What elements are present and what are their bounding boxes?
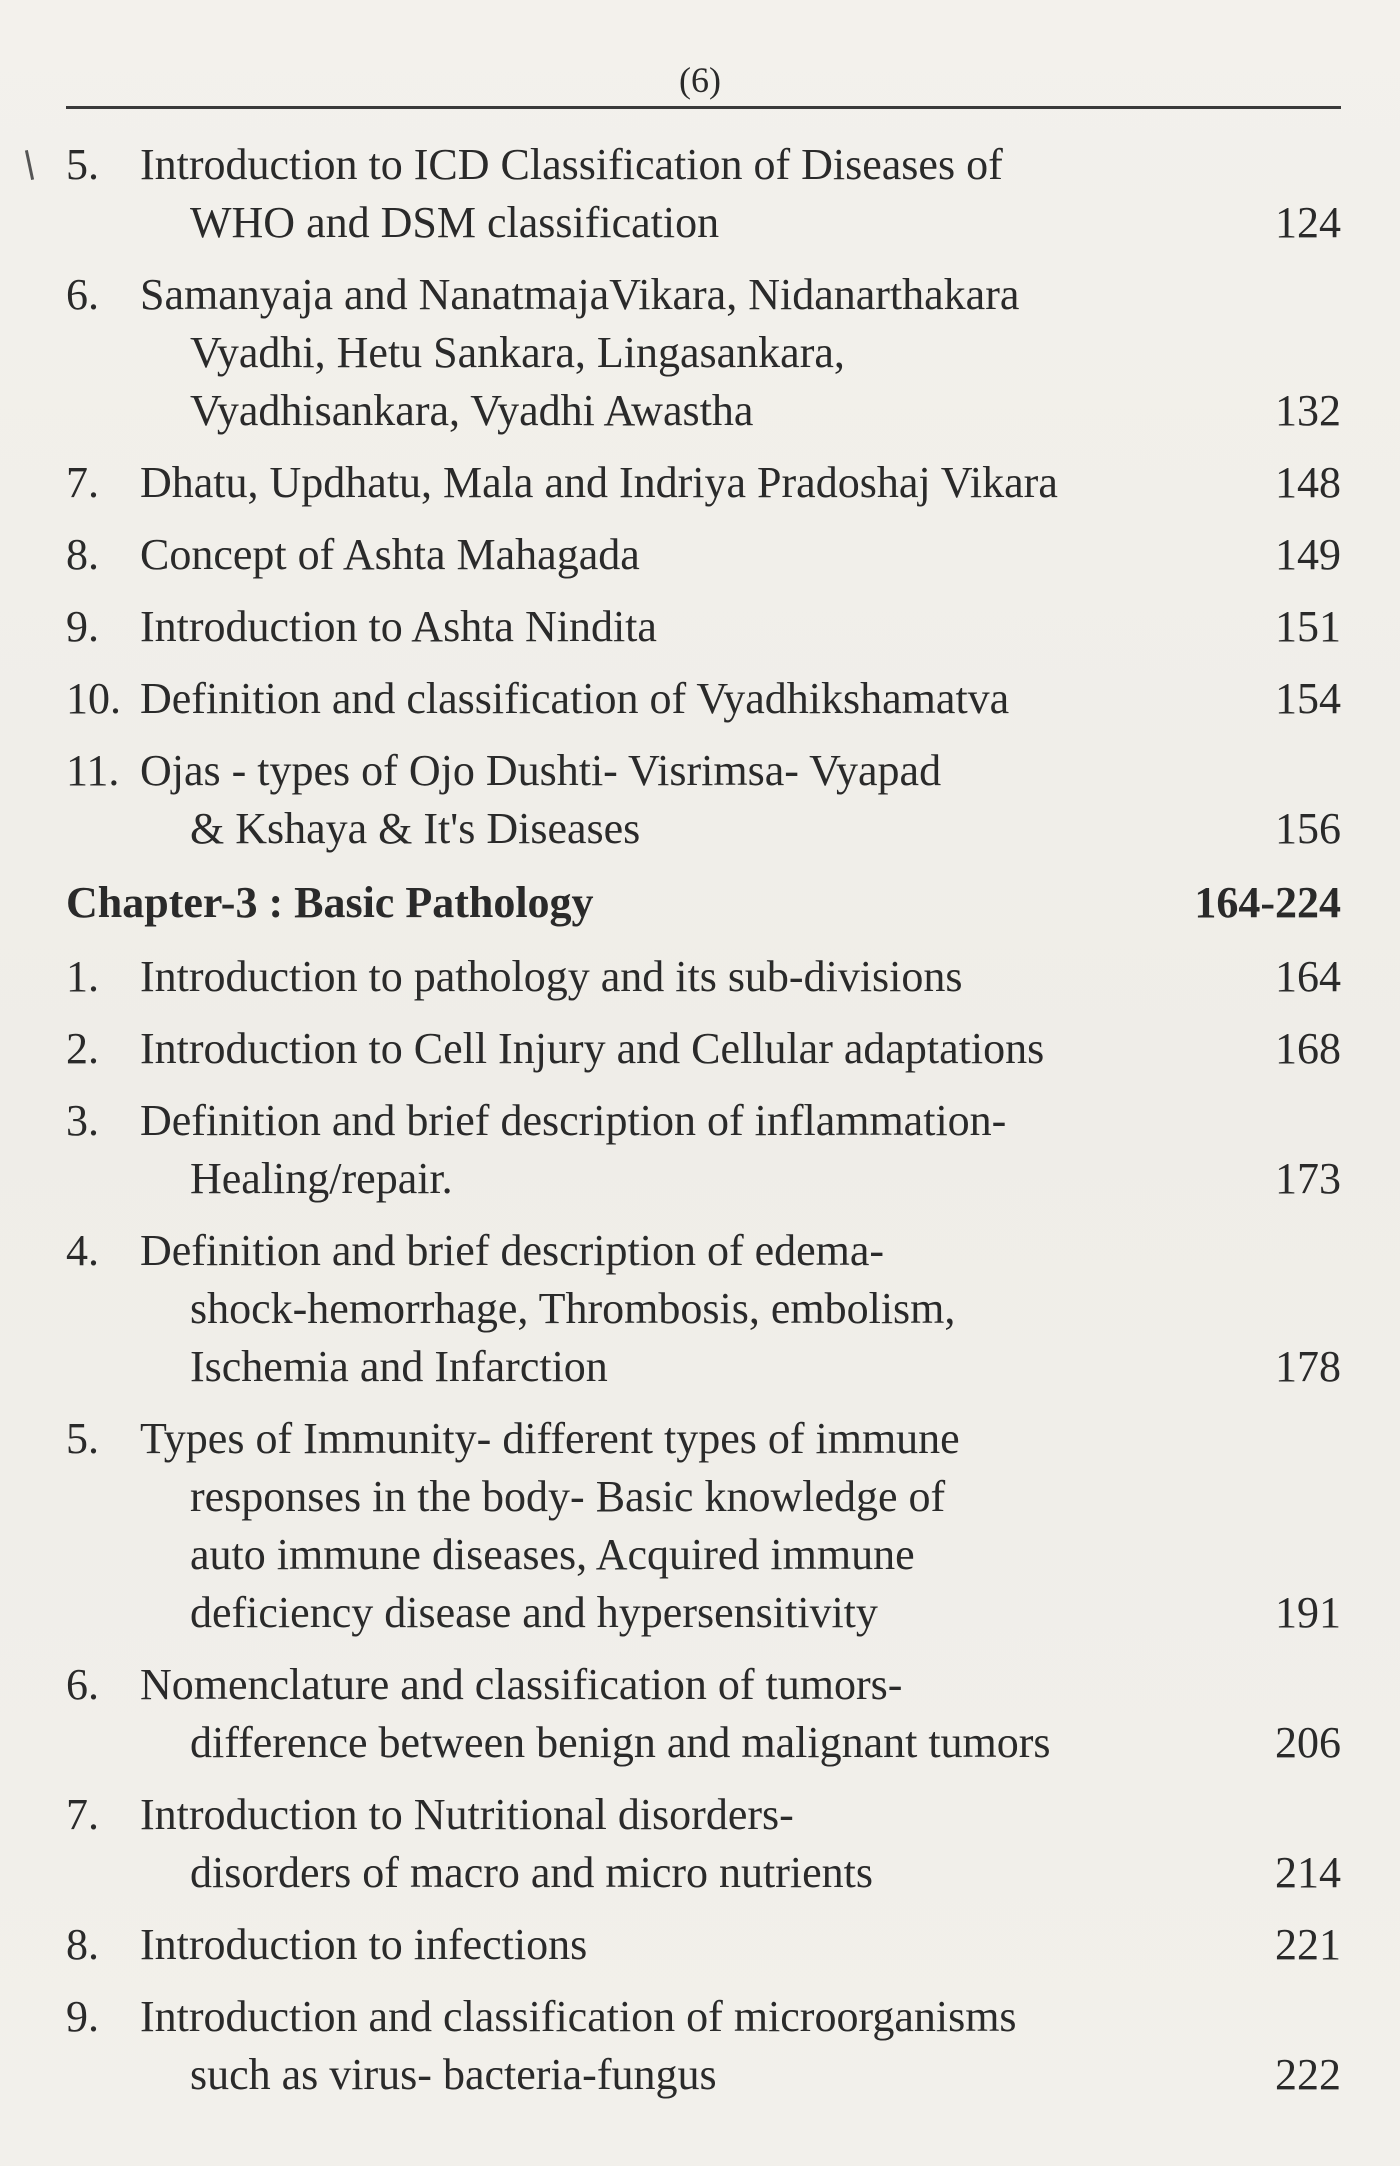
entry-page-number: 156 — [1275, 804, 1341, 853]
entry-title-line: Definition and brief description of inflammation- — [140, 1096, 1007, 1145]
entry-title-line: Healing/repair. — [190, 1154, 453, 1203]
entry-number: 8. — [66, 530, 99, 579]
entry-number: 3. — [66, 1096, 99, 1145]
entry-title — [140, 1410, 1341, 1642]
toc-entry — [66, 670, 1341, 728]
entry-title-line: Definition and brief description of edema- — [140, 1226, 885, 1275]
entry-title — [140, 1916, 1341, 1974]
entry-title — [140, 526, 1341, 584]
entry-page-number: 206 — [1275, 1718, 1341, 1767]
toc-entry — [66, 266, 1341, 440]
entry-number: 11. — [66, 746, 120, 795]
entry-title — [140, 1092, 1341, 1208]
entry-title — [140, 598, 1341, 656]
entry-title-line: such as virus- bacteria-fungus — [190, 2050, 717, 2099]
toc-entry — [66, 1656, 1341, 1772]
entry-number: 6. — [66, 270, 99, 319]
entry-number: 5. — [66, 140, 99, 189]
toc-entry — [66, 1410, 1341, 1642]
entry-title-line: shock-hemorrhage, Thrombosis, embolism, — [190, 1284, 956, 1333]
entry-title-line: Types of Immunity- different types of immune — [140, 1414, 960, 1463]
toc-entry — [66, 948, 1341, 1006]
toc-entry — [66, 742, 1341, 858]
entry-number: 1. — [66, 952, 99, 1001]
entry-title-line: Introduction to infections — [140, 1920, 588, 1969]
entry-title-line: deficiency disease and hypersensitivity — [190, 1588, 878, 1637]
entry-page-number: 132 — [1275, 386, 1341, 435]
entry-title — [140, 1656, 1341, 1772]
entry-title-line: Ischemia and Infarction — [190, 1342, 608, 1391]
entry-title — [140, 742, 1341, 858]
header-rule — [66, 106, 1341, 109]
entry-title — [140, 1988, 1341, 2104]
entry-title — [140, 266, 1341, 440]
entry-title-line: disorders of macro and micro nutrients — [190, 1848, 874, 1897]
entry-title-line: Concept of Ashta Mahagada — [140, 530, 640, 579]
entry-title — [140, 670, 1341, 728]
entry-title-line: Introduction to Ashta Nindita — [140, 602, 657, 651]
entry-page-number: 191 — [1275, 1588, 1341, 1637]
entry-number: 2. — [66, 1024, 99, 1073]
entry-page-number: 221 — [1275, 1920, 1341, 1969]
entry-page-number: 168 — [1275, 1024, 1341, 1073]
toc-entry — [66, 1092, 1341, 1208]
entry-title-line: Introduction to pathology and its sub-divisions — [140, 952, 963, 1001]
toc-entry — [66, 1222, 1341, 1396]
toc-entry — [66, 526, 1341, 584]
entry-title-line: & Kshaya & It's Diseases — [190, 804, 641, 853]
entry-title-line: Dhatu, Updhatu, Mala and Indriya Pradoshaj Vikara — [140, 458, 1058, 507]
entry-page-number: 214 — [1275, 1848, 1341, 1897]
entry-page-number: 164 — [1275, 952, 1341, 1001]
entry-title-line: Introduction and classification of microorganisms — [140, 1992, 1017, 2041]
entry-title-line: responses in the body- Basic knowledge of — [190, 1472, 946, 1521]
entry-title-line: difference between benign and malignant tumors — [190, 1718, 1051, 1767]
chapter-title: Chapter-3 : Basic Pathology — [66, 878, 594, 927]
page-number: (6) — [679, 60, 721, 100]
entry-title-line: Samanyaja and NanatmajaVikara, Nidanarthakara — [140, 270, 1020, 319]
entry-title-line: WHO and DSM classification — [190, 198, 720, 247]
entry-title-line: Vyadhi, Hetu Sankara, Lingasankara, — [190, 328, 845, 377]
margin-mark — [25, 150, 34, 180]
entry-title-line: Introduction to ICD Classification of Diseases of — [140, 140, 1003, 189]
toc-entry — [66, 1916, 1341, 1974]
chapter-page-range: 164-224 — [1194, 878, 1341, 927]
entry-page-number: 154 — [1275, 674, 1341, 723]
toc-entry — [66, 136, 1341, 252]
toc-entries-chapter-3 — [66, 948, 1341, 2104]
entry-page-number: 178 — [1275, 1342, 1341, 1391]
entry-number: 8. — [66, 1920, 99, 1969]
table-of-contents — [66, 136, 1341, 2118]
toc-entry — [66, 1988, 1341, 2104]
entry-number: 7. — [66, 458, 99, 507]
toc-entry — [66, 454, 1341, 512]
entry-title — [140, 454, 1341, 512]
entry-title-line: Nomenclature and classification of tumors- — [140, 1660, 903, 1709]
entry-title-line: Ojas - types of Ojo Dushti- Visrimsa- Vyapad — [140, 746, 942, 795]
entry-title — [140, 1786, 1341, 1902]
entry-page-number: 149 — [1275, 530, 1341, 579]
entry-number: 5. — [66, 1414, 99, 1463]
entry-title — [140, 948, 1341, 1006]
entry-title-line: auto immune diseases, Acquired immune — [190, 1530, 915, 1579]
chapter-heading — [66, 872, 1341, 934]
entry-number: 7. — [66, 1790, 99, 1839]
entry-title-line: Introduction to Nutritional disorders- — [140, 1790, 794, 1839]
entry-number: 6. — [66, 1660, 99, 1709]
entry-page-number: 148 — [1275, 458, 1341, 507]
entry-number: 9. — [66, 1992, 99, 2041]
entry-page-number: 222 — [1275, 2050, 1341, 2099]
entry-title — [140, 136, 1341, 252]
entry-page-number: 173 — [1275, 1154, 1341, 1203]
entry-number: 9. — [66, 602, 99, 651]
entry-title-line: Vyadhisankara, Vyadhi Awastha — [190, 386, 754, 435]
entry-title — [140, 1222, 1341, 1396]
toc-entry — [66, 598, 1341, 656]
entry-page-number: 124 — [1275, 198, 1341, 247]
toc-entries-previous-chapter — [66, 136, 1341, 858]
entry-number: 10. — [66, 674, 121, 723]
entry-title — [140, 1020, 1341, 1078]
entry-page-number: 151 — [1275, 602, 1341, 651]
entry-title-line: Introduction to Cell Injury and Cellular adaptations — [140, 1024, 1045, 1073]
entry-title-line: Definition and classification of Vyadhikshamatva — [140, 674, 1010, 723]
toc-entry — [66, 1020, 1341, 1078]
entry-number: 4. — [66, 1226, 99, 1275]
toc-entry — [66, 1786, 1341, 1902]
